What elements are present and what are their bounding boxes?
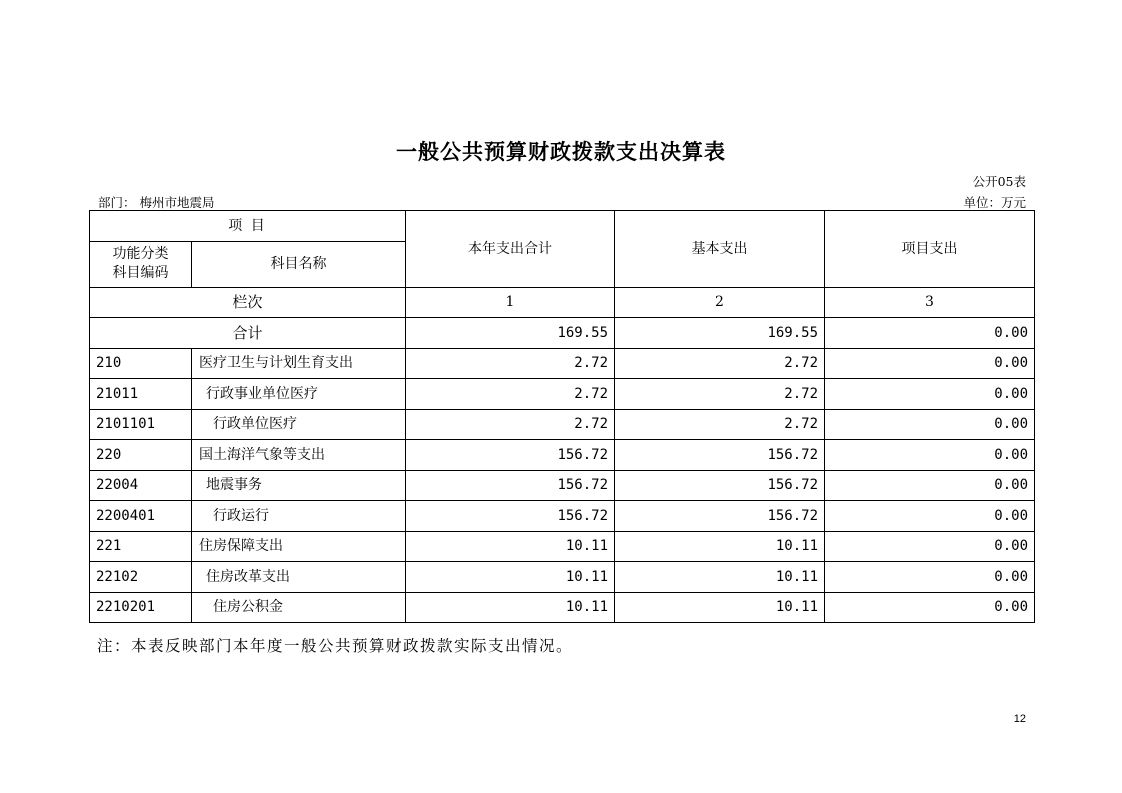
total-cell: 2.72 xyxy=(406,409,615,440)
project-cell: 0.00 xyxy=(825,531,1035,562)
form-number: 公开05表 xyxy=(972,174,1026,189)
department-label: 部门： 梅州市地震局 xyxy=(98,195,215,210)
code-cell: 220 xyxy=(90,440,192,471)
header-item: 项 目 xyxy=(90,211,406,242)
project-cell: 0.00 xyxy=(825,501,1035,532)
table-row xyxy=(90,531,1035,562)
column-index-label: 栏次 xyxy=(90,287,406,318)
subject-name-cell: 行政运行 xyxy=(192,501,406,532)
code-cell: 22102 xyxy=(90,562,192,593)
header-function-code-line2: 科目编码 xyxy=(112,265,169,281)
subject-name-cell: 行政单位医疗 xyxy=(192,409,406,440)
basic-cell: 2.72 xyxy=(615,379,825,410)
budget-table xyxy=(89,210,1035,623)
subject-name-cell: 地震事务 xyxy=(192,470,406,501)
header-row-1 xyxy=(90,211,1035,242)
subject-name-cell: 国土海洋气象等支出 xyxy=(192,440,406,471)
unit-label: 单位：万元 xyxy=(963,195,1026,210)
code-cell: 22004 xyxy=(90,470,192,501)
total-cell: 10.11 xyxy=(406,592,615,623)
total-label: 合计 xyxy=(90,318,406,349)
project-cell: 0.00 xyxy=(825,440,1035,471)
header-function-code-line1: 功能分类 xyxy=(112,246,169,262)
project-cell: 0.00 xyxy=(825,348,1035,379)
table-row xyxy=(90,348,1035,379)
subject-name-cell: 住房公积金 xyxy=(192,592,406,623)
project-cell: 0.00 xyxy=(825,379,1035,410)
subject-name-cell: 住房保障支出 xyxy=(192,531,406,562)
table-row xyxy=(90,562,1035,593)
table-row xyxy=(90,470,1035,501)
code-cell: 2101101 xyxy=(90,409,192,440)
header-subject-name: 科目名称 xyxy=(192,241,406,287)
table-row xyxy=(90,501,1035,532)
project-cell: 0.00 xyxy=(825,592,1035,623)
table-row xyxy=(90,440,1035,471)
code-cell: 21011 xyxy=(90,379,192,410)
total-cell: 10.11 xyxy=(406,531,615,562)
total-cell: 10.11 xyxy=(406,562,615,593)
total-cell: 156.72 xyxy=(406,440,615,471)
table-row xyxy=(90,409,1035,440)
column-index-row xyxy=(90,287,1035,318)
column-index-2: 2 xyxy=(615,287,825,318)
table-note: 注：本表反映部门本年度一般公共预算财政拨款实际支出情况。 xyxy=(97,637,574,655)
page-number: 12 xyxy=(1013,713,1026,725)
basic-cell: 2.72 xyxy=(615,409,825,440)
column-index-1: 1 xyxy=(406,287,615,318)
table-row xyxy=(90,379,1035,410)
project-cell: 0.00 xyxy=(825,409,1035,440)
code-cell: 2200401 xyxy=(90,501,192,532)
header-project-expenditure: 项目支出 xyxy=(825,211,1035,288)
header-basic-expenditure: 基本支出 xyxy=(615,211,825,288)
code-cell: 221 xyxy=(90,531,192,562)
table-row xyxy=(90,592,1035,623)
total-row xyxy=(90,318,1035,349)
page-title: 一般公共预算财政拨款支出决算表 xyxy=(396,139,726,164)
total-cell: 156.72 xyxy=(406,501,615,532)
header-total-expenditure: 本年支出合计 xyxy=(406,211,615,288)
basic-cell: 156.72 xyxy=(615,440,825,471)
header-function-code xyxy=(90,241,192,287)
column-index-3: 3 xyxy=(825,287,1035,318)
basic-cell: 10.11 xyxy=(615,592,825,623)
total-cell: 156.72 xyxy=(406,470,615,501)
basic-cell: 156.72 xyxy=(615,501,825,532)
total-cell: 2.72 xyxy=(406,379,615,410)
project-cell: 0.00 xyxy=(825,562,1035,593)
subject-name-cell: 医疗卫生与计划生育支出 xyxy=(192,348,406,379)
basic-cell: 2.72 xyxy=(615,348,825,379)
code-cell: 2210201 xyxy=(90,592,192,623)
total-cell: 2.72 xyxy=(406,348,615,379)
basic-cell: 169.55 xyxy=(615,318,825,349)
basic-cell: 10.11 xyxy=(615,531,825,562)
basic-cell: 10.11 xyxy=(615,562,825,593)
total-cell: 169.55 xyxy=(406,318,615,349)
basic-cell: 156.72 xyxy=(615,470,825,501)
project-cell: 0.00 xyxy=(825,318,1035,349)
code-cell: 210 xyxy=(90,348,192,379)
subject-name-cell: 行政事业单位医疗 xyxy=(192,379,406,410)
subject-name-cell: 住房改革支出 xyxy=(192,562,406,593)
project-cell: 0.00 xyxy=(825,470,1035,501)
